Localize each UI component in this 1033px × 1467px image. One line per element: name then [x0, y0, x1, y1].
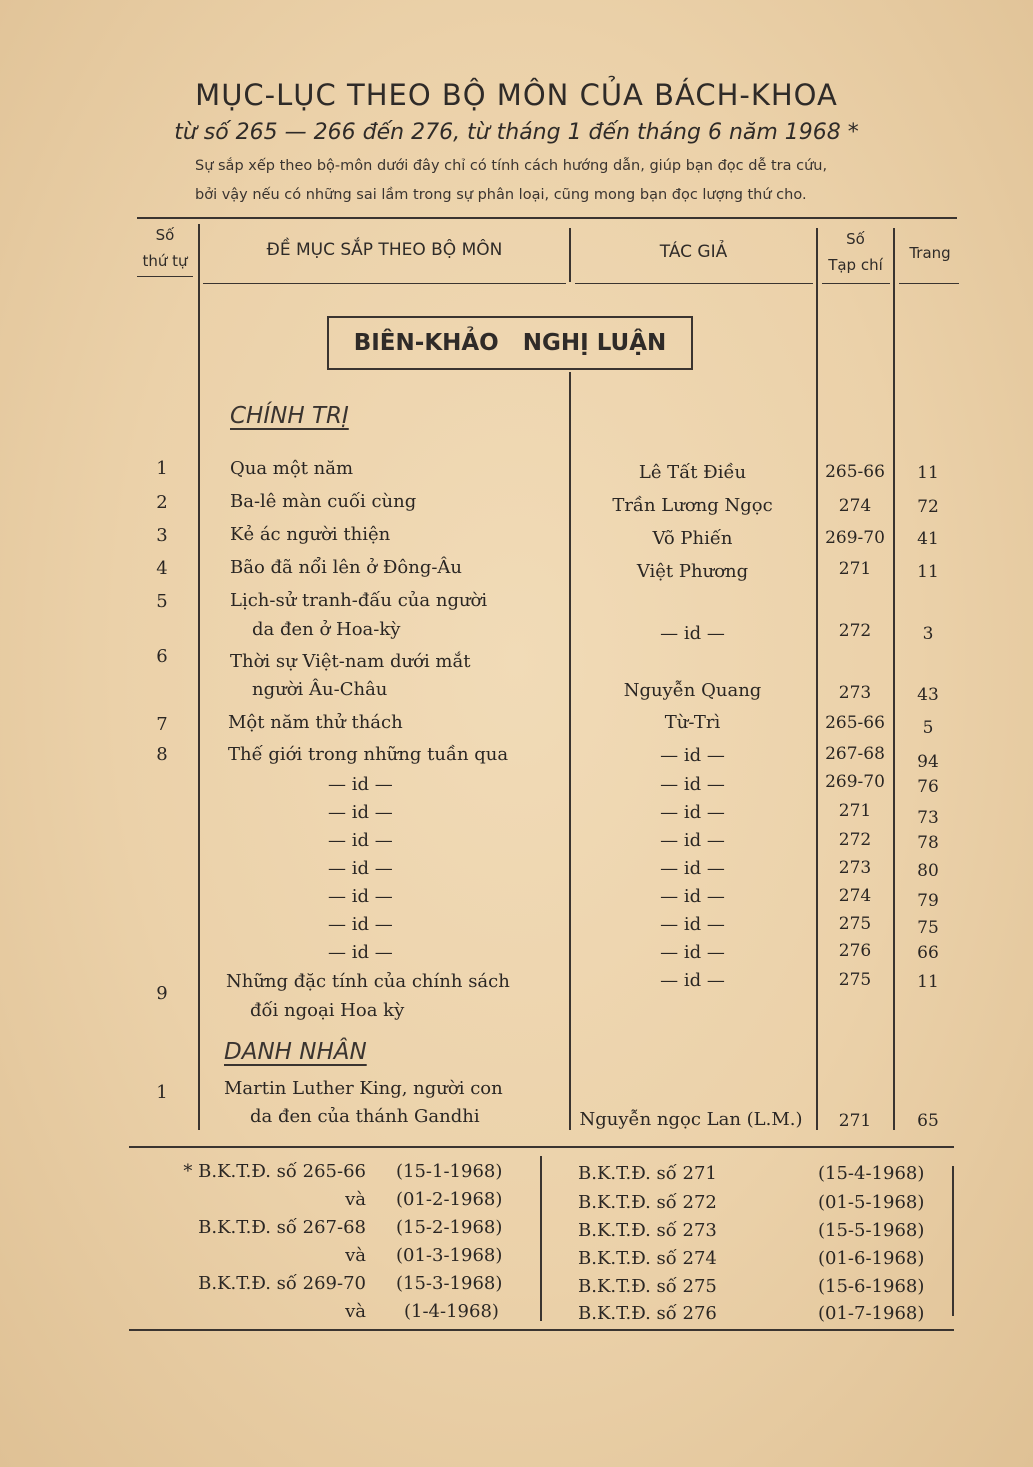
footnote-label: và: [345, 1189, 366, 1210]
row-number: 6: [156, 646, 168, 667]
footnote-label: B.K.T.Đ. số 271: [578, 1163, 717, 1184]
footnote-top-rule: [129, 1146, 954, 1148]
row-issue: 273: [838, 858, 872, 878]
row-issue: 274: [838, 886, 872, 906]
footnote-date: (01-6-1968): [818, 1248, 925, 1269]
intro-note-line-2: bởi vậy nếu có những sai lầm trong sự phân loại, cũng mong bạn đọc lượng thứ cho.: [195, 187, 807, 203]
row-title: — id —: [328, 774, 393, 795]
section-chinh-tri: CHÍNH TRỊ: [230, 403, 349, 429]
footnote-date: (15-5-1968): [818, 1220, 925, 1241]
row-author: — id —: [660, 942, 725, 963]
row-page: 75: [917, 918, 939, 938]
row-author: — id —: [660, 886, 725, 907]
footnote-date: (01-7-1968): [818, 1303, 925, 1324]
row-number: 9: [156, 983, 168, 1004]
column-divider-left: [198, 224, 200, 1130]
row-number: 3: [156, 525, 168, 546]
row-title: — id —: [328, 858, 393, 879]
column-divider-page: [893, 228, 895, 1130]
row-issue: 272: [838, 830, 872, 850]
row-title: Một năm thử thách: [228, 712, 403, 733]
row-author: Lê Tất Điều: [638, 462, 747, 483]
page-subtitle: từ số 265 — 266 đến 276, từ tháng 1 đến tháng 6 năm 1968 *: [174, 120, 859, 145]
footnote-label: và: [345, 1301, 366, 1322]
footnote-date: (15-1-1968): [396, 1161, 503, 1182]
row-issue: 271: [838, 559, 872, 579]
row-page: 94: [917, 752, 939, 772]
row-page: 41: [917, 529, 939, 549]
row-title-cont: đối ngoại Hoa kỳ: [250, 1000, 405, 1021]
row-page: 11: [917, 463, 939, 483]
row-issue: 272: [838, 621, 872, 641]
category-box: BIÊN-KHẢO NGHỊ LUẬN: [327, 316, 693, 370]
row-page: 80: [917, 861, 939, 881]
row-issue: 267-68: [825, 744, 885, 764]
row-page: 76: [917, 777, 939, 797]
footnote-date: (15-6-1968): [818, 1276, 925, 1297]
row-page: 3: [922, 624, 934, 644]
row-title: Martin Luther King, người con: [224, 1078, 503, 1099]
table-top-rule: [137, 217, 957, 219]
footnote-date: (01-2-1968): [396, 1189, 503, 1210]
row-issue: 275: [838, 914, 872, 934]
row-page: 79: [917, 891, 939, 911]
row-title-cont: da đen ở Hoa-kỳ: [252, 619, 401, 640]
row-title: Kẻ ác người thiện: [230, 524, 391, 545]
row-number: 2: [156, 492, 168, 513]
header-so-label-2: Số: [846, 230, 865, 248]
header-so-tap-chi: [818, 226, 893, 278]
header-underline-author: [575, 283, 813, 284]
row-title-cont: da đen của thánh Gandhi: [250, 1106, 480, 1127]
row-author: — id —: [660, 802, 725, 823]
header-trang: Trang: [909, 244, 951, 262]
row-issue: 271: [838, 1111, 872, 1131]
row-title: Những đặc tính của chính sách: [226, 971, 510, 992]
row-title: — id —: [328, 886, 393, 907]
header-so-label: Số: [155, 226, 175, 244]
row-author: Từ-Trì: [664, 712, 721, 733]
row-author: Nguyễn ngọc Lan (L.M.): [579, 1109, 803, 1130]
row-title-cont: người Âu-Châu: [252, 679, 388, 700]
footnote-label: B.K.T.Đ. số 269-70: [198, 1273, 366, 1294]
footnote-label: B.K.T.Đ. số 274: [578, 1248, 717, 1269]
row-page: 43: [917, 685, 939, 705]
row-page: 66: [917, 943, 939, 963]
footnote-bottom-rule: [129, 1329, 954, 1331]
row-author: Nguyễn Quang: [623, 680, 762, 701]
row-author: — id —: [660, 970, 725, 991]
header-tap-chi-label: Tạp chí: [828, 256, 883, 274]
row-issue: 274: [838, 496, 872, 516]
footnote-date: (01-3-1968): [396, 1245, 503, 1266]
header-de-muc: ĐỀ MỤC SẮP THEO BỘ MÔN: [266, 240, 503, 260]
row-author: — id —: [660, 745, 725, 766]
row-issue: 269-70: [825, 772, 885, 792]
row-number: 1: [156, 458, 168, 479]
row-page: 72: [917, 497, 939, 517]
row-number: 5: [156, 591, 168, 612]
column-divider-issue: [816, 228, 818, 1130]
footnote-label: B.K.T.Đ. số 273: [578, 1220, 717, 1241]
row-author: — id —: [660, 623, 725, 644]
row-title: Ba-lê màn cuối cùng: [230, 491, 417, 512]
header-underline-title: [203, 283, 566, 284]
row-page: 11: [917, 972, 939, 992]
footnote-divider: [540, 1156, 542, 1321]
footnote-date: (15-4-1968): [818, 1163, 925, 1184]
header-tac-gia: TÁC GIẢ: [659, 242, 728, 262]
row-author: Võ Phiến: [652, 528, 733, 549]
footnote-label: B.K.T.Đ. số 276: [578, 1303, 717, 1324]
row-author: — id —: [660, 774, 725, 795]
row-page: 73: [917, 808, 939, 828]
footnote-right-border: [952, 1166, 954, 1316]
row-page: 5: [922, 718, 934, 738]
row-title: — id —: [328, 942, 393, 963]
row-title: Qua một năm: [230, 458, 354, 479]
row-issue: 275: [838, 970, 872, 990]
row-title: Lịch-sử tranh-đấu của người: [230, 590, 488, 611]
row-issue: 276: [838, 941, 872, 961]
footnote-label: và: [345, 1245, 366, 1266]
row-title: Bão đã nổi lên ở Đông-Âu: [230, 557, 463, 578]
row-page: 11: [917, 562, 939, 582]
row-author: — id —: [660, 830, 725, 851]
row-number: 1: [156, 1082, 168, 1103]
row-title: Thế giới trong những tuần qua: [228, 744, 509, 765]
row-number: 7: [156, 714, 168, 735]
row-title: — id —: [328, 802, 393, 823]
page-title: MỤC-LỤC THEO BỘ MÔN CỦA BÁCH-KHOA: [195, 78, 838, 112]
header-underline-issue: [822, 283, 890, 284]
intro-note-line-1: Sự sắp xếp theo bộ-môn dưới đây chỉ có tính cách hướng dẫn, giúp bạn đọc dễ tra cứu,: [195, 158, 828, 174]
header-underline-page: [899, 283, 959, 284]
footnote-label: * B.K.T.Đ. số 265-66: [183, 1161, 366, 1182]
footnote-date: (01-5-1968): [818, 1192, 925, 1213]
row-title: — id —: [328, 830, 393, 851]
footnote-date: (15-2-1968): [396, 1217, 503, 1238]
row-number: 8: [156, 744, 168, 765]
row-issue: 271: [838, 801, 872, 821]
column-divider-author: [569, 372, 571, 1130]
footnote-label: B.K.T.Đ. số 272: [578, 1192, 717, 1213]
row-issue: 265-66: [825, 462, 885, 482]
footnote-date: (1-4-1968): [404, 1301, 499, 1322]
row-page: 78: [917, 833, 939, 853]
row-issue: 265-66: [825, 713, 885, 733]
row-title: Thời sự Việt-nam dưới mắt: [230, 651, 471, 672]
row-author: Việt Phương: [636, 561, 749, 582]
header-underline-num: [137, 276, 193, 277]
row-author: — id —: [660, 914, 725, 935]
footnote-label: B.K.T.Đ. số 267-68: [198, 1217, 366, 1238]
footnote-date: (15-3-1968): [396, 1273, 503, 1294]
row-author: — id —: [660, 858, 725, 879]
row-issue: 269-70: [825, 528, 885, 548]
row-author: Trần Lương Ngọc: [612, 495, 773, 516]
row-number: 4: [156, 558, 168, 579]
row-title: — id —: [328, 914, 393, 935]
section-danh-nhan: DANH NHÂN: [224, 1039, 367, 1065]
header-so-thu-tu: [137, 222, 193, 274]
footnote-label: B.K.T.Đ. số 275: [578, 1276, 717, 1297]
row-page: 65: [917, 1111, 939, 1131]
row-issue: 273: [838, 683, 872, 703]
header-thu-tu-label: thứ tự: [142, 252, 188, 270]
